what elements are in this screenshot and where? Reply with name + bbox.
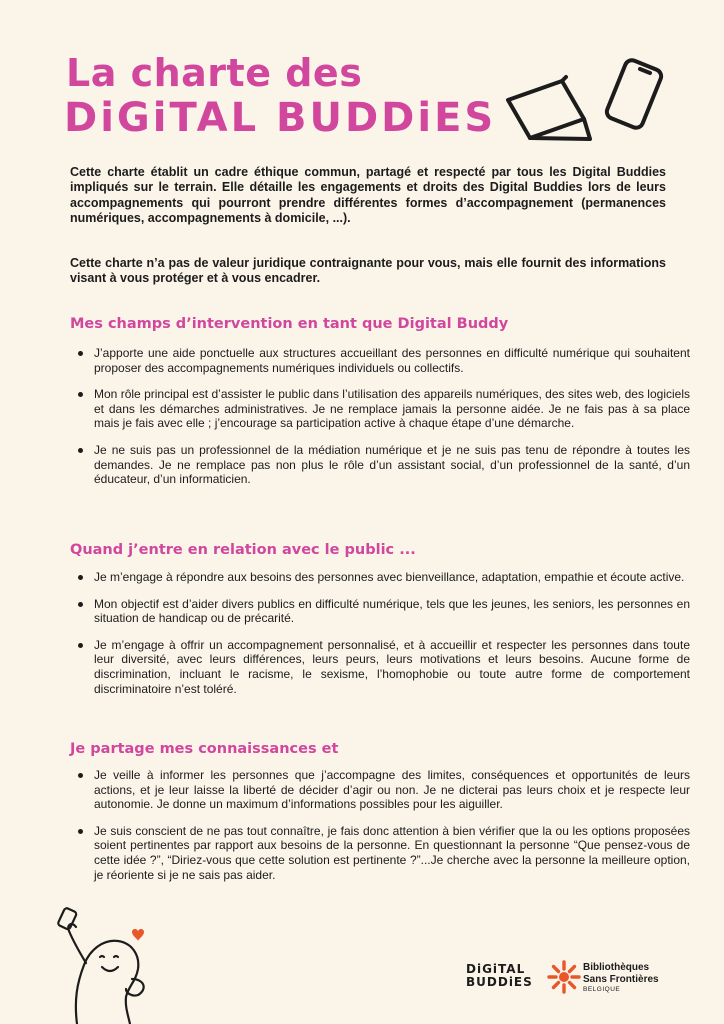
section-list-knowledge	[70, 768, 690, 882]
title-line2: DiGiTAL BUDDiES	[64, 95, 497, 141]
smartphone-icon	[605, 58, 663, 130]
bsf-text-line1: Bibliothèques	[583, 962, 650, 973]
title-line1: La charte des	[66, 51, 363, 95]
section-list-intervention	[70, 346, 690, 487]
digital-buddies-logo	[466, 963, 536, 989]
section-title-knowledge: Je partage mes connaissances et	[70, 741, 339, 757]
list-item: Je veille à informer les personnes que j’accompagne des limites, conséquences et opportunités de leurs actions, et je leur laisse la liberté de décider d’agir ou non. Je ne dicterai pas leurs choix et je respecte leur autonomie. Je donne un maximum d’informations possibles pour les aiguiller.	[94, 768, 690, 812]
section-list-public	[70, 570, 690, 696]
buddy-mascot-illustration	[52, 905, 162, 1024]
logo-text-line2: BUDDiES	[466, 975, 533, 989]
list-item: Mon objectif est d’aider divers publics en difficulté numérique, tels que les jeunes, les seniors, les personnes en situation de handicap ou de précarité.	[94, 596, 690, 626]
list-item: Je m’engage à répondre aux besoins des personnes avec bienveillance, adaptation, empathie et écoute active.	[94, 570, 690, 585]
list-item: Je suis conscient de ne pas tout connaître, je fais donc attention à bien vérifier que la ou les options proposées soient pertinentes par rapport aux besoins de la personne. En questionnant la personne “Que pensez-vous de cette idée ?”, “Diriez-vous que cette solution est pertinente ?”...Je cherche avec la personne la meilleure option, je réoriente si je ne sais pas aider.	[94, 823, 690, 882]
section-title-public: Quand j’entre en relation avec le public ...	[70, 542, 416, 558]
section-title-intervention: Mes champs d’intervention en tant que Digital Buddy	[70, 316, 509, 332]
list-item: Mon rôle principal est d’assister le public dans l’utilisation des appareils numériques, des sites web, des logiciels et dans les démarches administratives. Je ne remplace jamais la personne aidée. Je ne fais pas à sa place mais je fais avec elle ; j’encourage sa participation active à chaque étape d’une démarche.	[94, 387, 690, 431]
devices-illustration	[500, 55, 670, 145]
heart-icon	[132, 929, 144, 941]
bsf-sunburst-icon	[547, 960, 581, 994]
bsf-logo	[547, 960, 677, 996]
list-item: J’apporte une aide ponctuelle aux structures accueillant des personnes en difficulté numérique qui souhaitent proposer des accompagnements numériques individuels ou collectifs.	[94, 346, 690, 375]
intro-paragraph-1: Cette charte établit un cadre éthique commun, partagé et respecté par tous les Digital Buddies impliqués sur le terrain. Elle détaille les engagements et droits des Digital Buddies lors de leurs accompagnements qui pourront prendre différentes formes d’accompagnement (permanences numériques, accompagnements à domicile, ...).	[70, 165, 666, 225]
bsf-text-line3: BELGIQUE	[583, 986, 621, 993]
intro-paragraph-2: Cette charte n’a pas de valeur juridique contraignante pour vous, mais elle fournit des informations visant à vous protéger et à vous encadrer.	[70, 256, 666, 286]
list-item: Je ne suis pas un professionnel de la médiation numérique et je ne suis pas tenu de répondre à toutes les demandes. Je ne remplace pas non plus le rôle d’un assistant social, d’un professionnel de la santé, d’un éducateur, d’un informaticien.	[94, 442, 690, 487]
laptop-icon	[508, 77, 590, 139]
list-item: Je m’engage à offrir un accompagnement personnalisé, et à accueillir et respecter les personnes dans toute leur diversité, avec leurs différences, leurs peurs, leurs motivations et leurs besoins. Aucune forme de discrimination, incluant le racisme, le sexisme, l’homophobie ou toute autre forme de comportement discriminatoire n’est toléré.	[94, 637, 690, 696]
bsf-text-line2: Sans Frontières	[583, 973, 659, 985]
logo-text-line1: DiGiTAL	[466, 962, 526, 976]
